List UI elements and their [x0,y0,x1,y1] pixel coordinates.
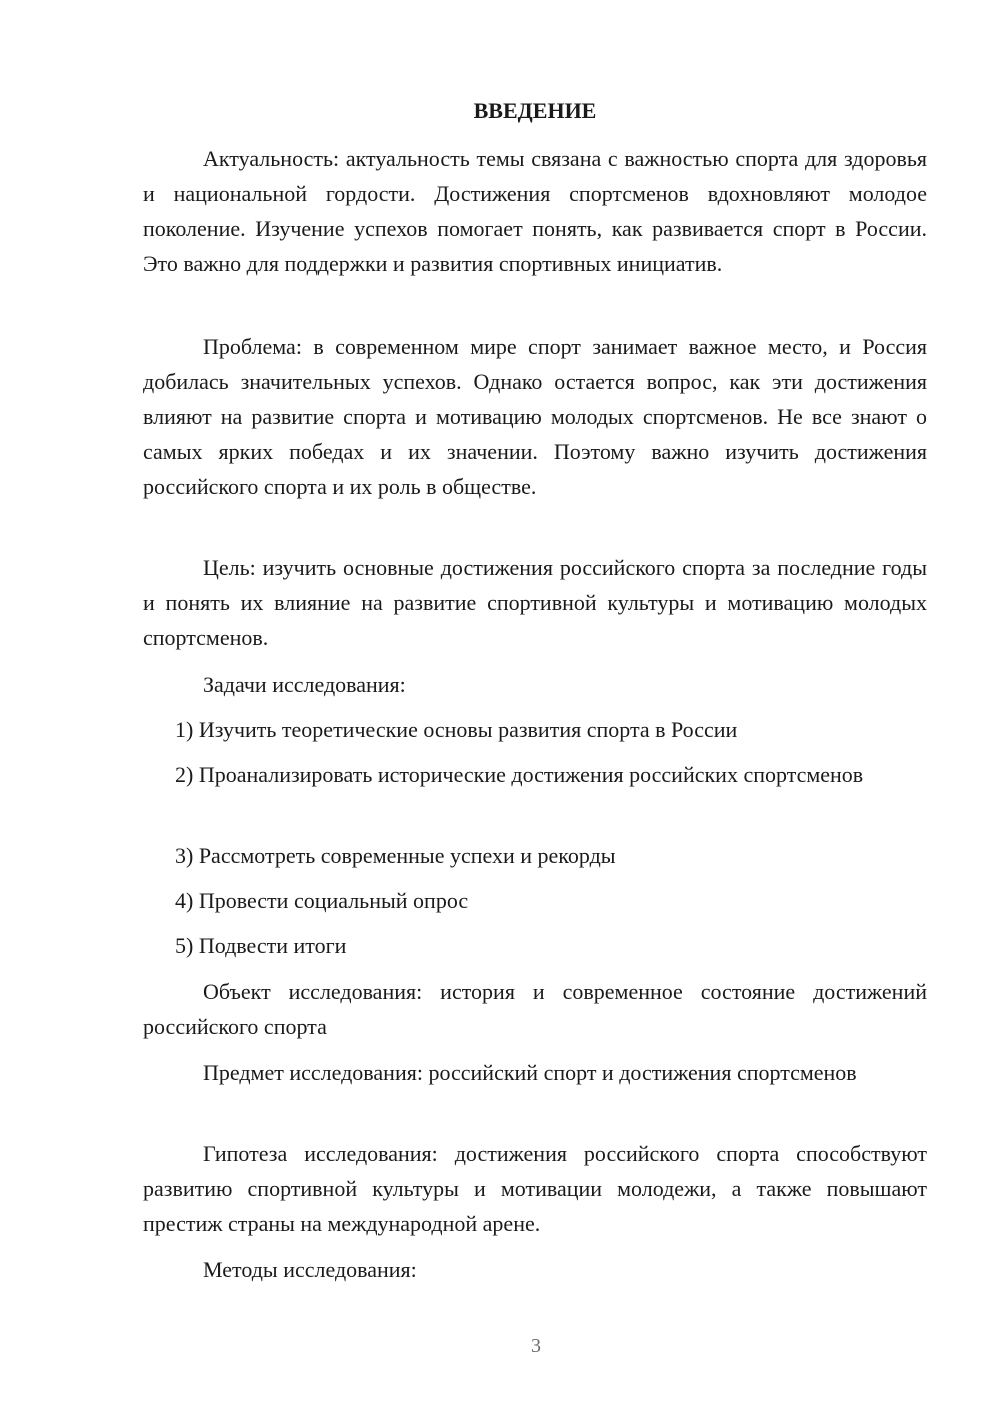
page-title: ВВЕДЕНИЕ [473,98,597,123]
list-item-task-3: 3) Рассмотреть современные успехи и рекорды [175,843,616,868]
paragraph-relevance: Актуальность: актуальность темы связана с важностью спорта для здоровья и национальной гордости. Достижения спортсменов вдохновляют молодое поколение. Изучение успехов помогает понять, как развивается спорт в России. Это важно для поддержки и развития спортивных инициатив. [143,146,927,276]
list-item-task-1: 1) Изучить теоретические основы развития спорта в России [175,717,738,742]
paragraph-object: Объект исследования: история и современное состояние достижений российского спорта [143,979,927,1039]
list-item-task-2: 2) Проанализировать исторические достижения российских спортсменов [175,762,864,787]
paragraph-subject: Предмет исследования: российский спорт и достижения спортсменов [203,1060,857,1085]
page-number: 3 [531,1335,541,1357]
paragraph-goal: Цель: изучить основные достижения российского спорта за последние годы и понять их влияние на развитие спортивной культуры и мотивацию молодых спортсменов. [143,555,927,650]
paragraph-problem: Проблема: в современном мире спорт занимает важное место, и Россия добилась значительных успехов. Однако остается вопрос, как эти достижения влияют на развитие спорта и мотивацию молодых спортсменов. Не все знают о самых ярких победах и их значении. Поэтому важно изучить достижения российского спорта и их роль в обществе. [143,334,927,499]
paragraph-hypothesis: Гипотеза исследования: достижения российского спорта способствуют развитию спортивной культуры и мотивации молодежи, а также повышают престиж страны на международной арене. [143,1141,927,1236]
list-item-task-5: 5) Подвести итоги [175,933,347,958]
list-item-task-4: 4) Провести социальный опрос [175,888,469,913]
paragraph-tasks-intro: Задачи исследования: [203,672,406,697]
paragraph-methods-intro: Методы исследования: [203,1257,417,1282]
